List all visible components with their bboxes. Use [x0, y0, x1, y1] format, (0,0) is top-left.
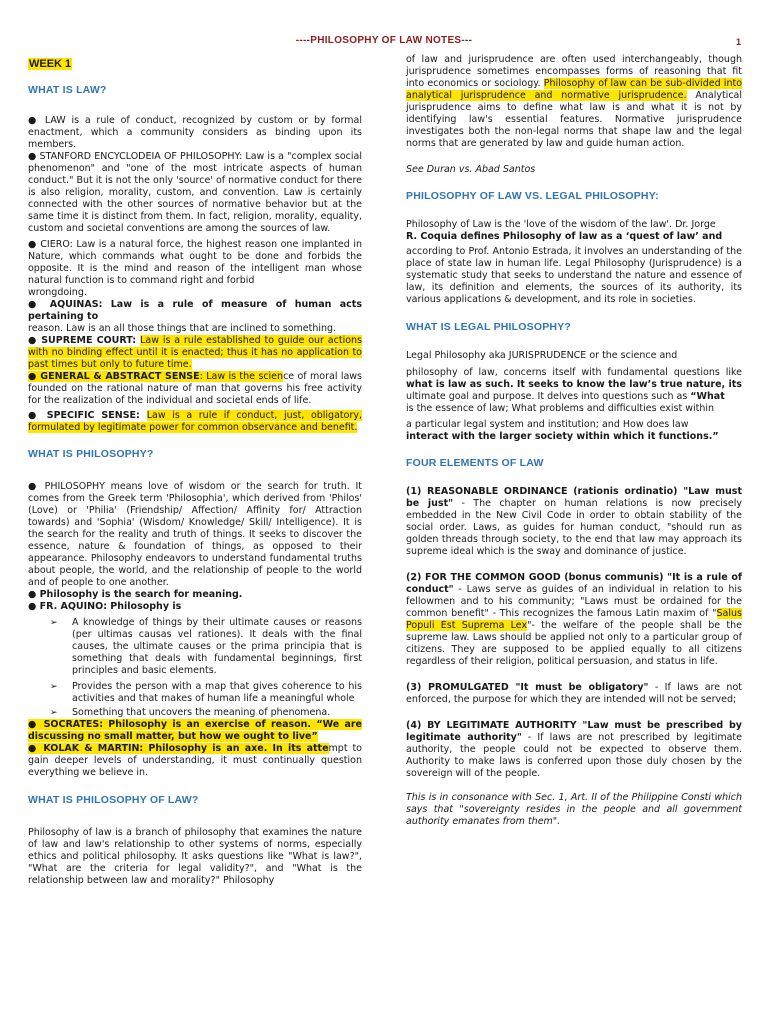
left-column: [28, 54, 362, 887]
element-1: (1) REASONABLE ORDINANCE (rationis ordinatio) "Law must be just" - The chapter on human relations is now precisely embedded in the New Civil Code in order to obtain stability of the social order. Laws, as guides for human conduct, "should run as golden threads through society, to the end that law may approach its supreme ideal which is the sway and dominance of justice.: [406, 486, 742, 557]
heading-four-elements: FOUR ELEMENTS OF LAW: [406, 457, 544, 469]
kolak-highlight: ● KOLAK & MARTIN: Philosophy is an axe. In its atte: [28, 743, 329, 754]
heading-what-is-philosophy: WHAT IS PHILOSOPHY?: [28, 448, 154, 460]
kolak-rest: mpt to gain deeper levels of understanding, it must continually question everything we believe in.: [28, 743, 362, 778]
para-legal-2: philosophy of law, concerns itself with fundamental questions like what is law as such. It seeks to know the law’s true nature, its: [406, 367, 742, 390]
element-3: (3) PROMULGATED "It must be obligatory" - If laws are not enforced, the purpose for which they are intended will not be served;: [406, 682, 742, 705]
para-fr-aquino: ● FR. AQUINO: Philosophy is: [28, 601, 182, 612]
page-header-title: ----PHILOSOPHY OF LAW NOTES---: [295, 35, 473, 46]
para-supreme-court: [28, 335, 362, 371]
para-vs-line2: R. Coquia defines Philosophy of law as a ‘quest of law’ and: [406, 231, 723, 242]
salus-populi-highlight: Salus Populi Est Suprema Lex: [406, 608, 742, 631]
element-2: (2) FOR THE COMMON GOOD (bonus communis) "It is a rule of conduct" - Laws serve as guides of an individual in relation to his fellowmen and to his community; "Laws must be ordained for the common benefit" - This recognizes the famous Latin maxim of "Salus Populi Est Suprema Lex"- the welfare of the people shall be the supreme law. Laws should be applied not only to a particular group of citizens. They are supposed to be applied equally to all citizens regardless of their religion, political persuasion, and status in life.: [406, 572, 742, 667]
para-philosophy-of-law: Philosophy of law is a branch of philosophy that examines the nature of law and law's relationship to other systems of norms, especially ethics and political philosophy. It asks questions like "What is law?", "What are the criteria for legal validity?", and "What is the relationship between law and morality?" Philosophy: [28, 827, 362, 886]
heading-what-is-legal-philosophy: WHAT IS LEGAL PHILOSOPHY?: [406, 321, 572, 333]
para-law-definition: ● LAW is a rule of conduct, recognized by custom or by formal enactment, which a community considers as binding upon its members.: [28, 115, 362, 150]
heading-law-vs-legal-philosophy: PHILOSOPHY OF LAW VS. LEGAL PHILOSOPHY:: [406, 190, 659, 202]
list-item: ➢ Provides the person with a map that gives coherence to his activities and that makes of human life a meaningful whole: [50, 681, 362, 704]
list-item: ➢ A knowledge of things by their ultimate causes or reasons (per ultimas causas vel rationes). It deals with the final causes, the ultimate causes or the prima principia that is something that deals with fundamental beginnings, first principles and basic elements.: [50, 617, 362, 676]
para-general-abstract: [28, 371, 362, 407]
para-ciero-cont: wrongdoing.: [28, 287, 87, 298]
para-legal-3: ultimate goal and purpose. It delves into questions such as “What: [406, 391, 725, 402]
see-reference: See Duran vs. Abad Santos: [406, 164, 536, 175]
list-item: ➢ Something that uncovers the meaning of phenomena.: [50, 707, 331, 718]
para-socrates: ● SOCRATES: Philosophy is an exercise of reason. “We are discussing no small matter, but how we ought to live”: [28, 719, 362, 742]
general-abstract-label: ● GENERAL & ABSTRACT SENSE: [28, 371, 200, 382]
supreme-court-highlight: Law is a rule established to guide our actions with no binding effect until it is enacted; thus it has no application to past times but only to future time.: [28, 335, 362, 370]
para-vs-rest: according to Prof. Antonio Estrada, it involves an understanding of the place of state law in human life. Legal Philosophy (Jurisprudence) is a systematic study that seeks to understand the nature and essence of law, its definition and elements, the sources of its authority, its various applications & development, and its role in societies.: [406, 246, 742, 305]
para-legal-4: is the essence of law; What problems and difficulties exist within: [406, 403, 715, 414]
arrow-bullet-icon: ➢: [50, 618, 58, 628]
aquino-list: [28, 617, 362, 719]
para-kolak-martin: [28, 743, 362, 779]
para-aquinas: reason. Law is an all those things that are inclined to something.: [28, 323, 337, 334]
para-legal-1: Legal Philosophy aka JURISPRUDENCE or the science and: [406, 350, 678, 361]
arrow-bullet-icon: ➢: [50, 708, 58, 718]
heading-what-is-philosophy-of-law: WHAT IS PHILOSOPHY OF LAW?: [28, 794, 199, 806]
para-legal-5: a particular legal system and institution; and How does law: [406, 419, 689, 430]
specific-sense-label: ● SPECIFIC SENSE:: [28, 410, 147, 421]
para-search-meaning: ● Philosophy is the search for meaning.: [28, 589, 243, 600]
page-number: 1: [736, 37, 742, 47]
supreme-court-label: ● SUPREME COURT:: [28, 335, 141, 346]
para-philosophy: ● PHILOSOPHY means love of wisdom or the search for truth. It comes from the Greek term 'Philosophia', which derived from 'Philos' (Love) or 'Philia' (Friendship/ Affection/ Affinity for/ Attraction towards) and 'Sophia' (Wisdom/ Knowledge/ Skill/ Intelligence). It is the search for the reality and truth of things. It seeks to discover the essence, nature & foundation of things, as opposed to their appearance. Philosophy endeavors to understand fundamental truths about people, the world, and the relationship of people to the world and of people to one another.: [28, 481, 362, 588]
heading-what-is-law: WHAT IS LAW?: [28, 84, 107, 96]
week-label: WEEK 1: [29, 58, 72, 70]
arrow-bullet-icon: ➢: [50, 682, 58, 692]
para-aquinas-bold: ● AQUINAS: Law is a rule of measure of human acts pertaining to: [28, 299, 362, 322]
element-4: (4) BY LEGITIMATE AUTHORITY "Law must be prescribed by legitimate authority" - If laws are not prescribed by legitimate authority, the people could not be expected to observe them. Authority to make laws is conferred upon those duly chosen by the sovereign will of the people.: [406, 720, 742, 779]
subdivided-highlight: Philosophy of law can be sub-divided into analytical jurisprudence and normative jurisprudence.: [406, 78, 743, 101]
para-vs-line1: Philosophy of Law is the 'love of the wisdom of the law'. Dr. Jorge: [406, 219, 716, 230]
para-consonance: This is in consonance with Sec. 1, Art. II of the Philippine Consti which says that "sovereignty resides in the people and all government authority emanates from them".: [406, 792, 742, 827]
right-column: [406, 54, 742, 828]
general-abstract-highlight: : Law is the scien: [199, 371, 284, 382]
para-legal-6: interact with the larger society within which it functions.”: [406, 431, 719, 442]
para-stanford: ● STANFORD ENCYCLODEIA OF PHILOSOPHY: Law is a "complex social phenomenon" and "one of the most intricate aspects of human conduct." But it is not the only 'source' of normative conduct for there is also religion, morality, custom, and convention. Law is certainly connected with the other sources of normative behavior but at the same time it is distinct from them. In fact, religion, morality, equality, custom and societal conventions are among the sources of law.: [28, 151, 362, 234]
para-ciero: ● CIERO: Law is a natural force, the highest reason one implanted in Nature, which commands what ought to be done and forbids the opposite. It is the mind and reason of the intelligent man whose natural function is to command right and forbid: [28, 239, 362, 286]
para-phillaw-continued: of law and jurisprudence are often used interchangeably, though jurisprudence sometimes encompasses forms of reasoning that fit into economics or sociology. Philosophy of law can be sub-divided into analytical jurisprudence and normative jurisprudence. Analytical jurisprudence aims to define what law is and what it is not by identifying law's essential features. Normative jurisprudence investigates both the non-legal norms that shape law and the legal norms that are generated by law and guide human action.: [406, 54, 743, 149]
specific-sense-highlight: Law is a rule if conduct, just, obligatory, formulated by legitimate power for common observance and benefit.: [28, 410, 362, 433]
para-specific-sense: [28, 410, 362, 434]
general-abstract-rest: ce of moral laws founded on the rational nature of man that governs his free activity for the realization of the individual and societal ends of life.: [28, 371, 362, 406]
